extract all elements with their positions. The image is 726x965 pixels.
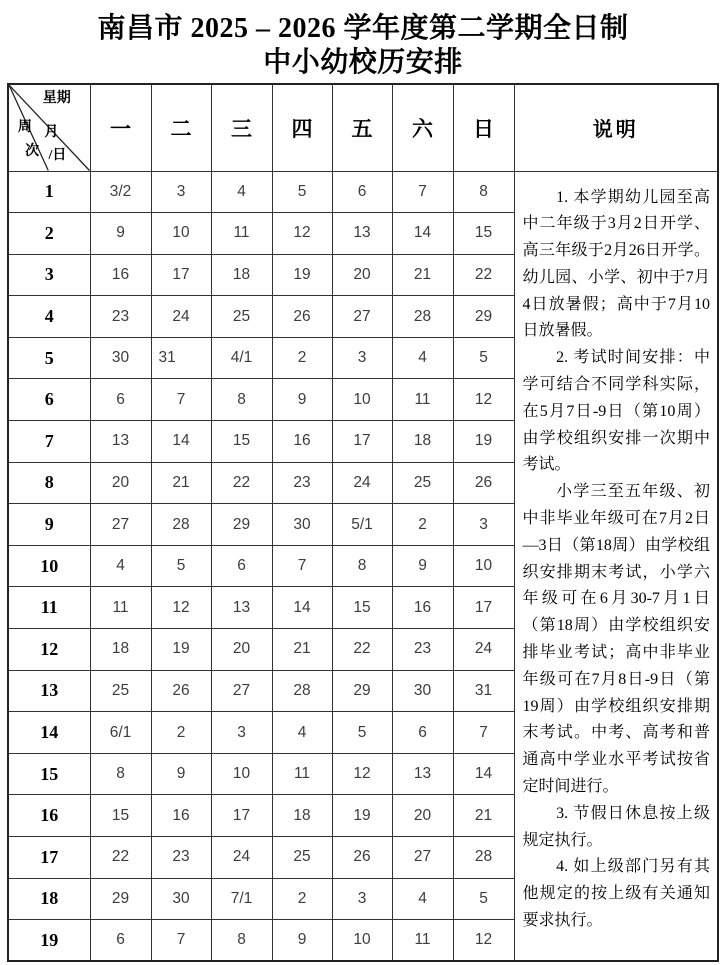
date-cell: 3 [332,878,392,920]
date-cell: 27 [211,670,272,712]
date-cell: 26 [453,462,514,504]
date-cell: 17 [151,254,211,296]
date-cell: 10 [211,753,272,795]
date-cell: 19 [332,795,392,837]
corner-monthday-label-2: /日 [48,148,67,164]
date-cell: 25 [211,296,272,338]
date-cell: 20 [90,462,151,504]
day-header-tue: 二 [151,84,211,171]
corner-cell [8,84,90,171]
date-cell: 8 [211,920,272,962]
date-cell: 19 [272,254,332,296]
date-cell: 29 [90,878,151,920]
date-cell: 6 [90,379,151,421]
date-cell: 30 [392,670,453,712]
date-cell: 4 [211,171,272,213]
date-cell: 18 [90,629,151,671]
date-cell: 12 [453,920,514,962]
date-cell: 5 [453,337,514,379]
week-number-cell: 15 [8,753,90,795]
date-cell: 26 [272,296,332,338]
date-cell: 6 [392,712,453,754]
date-cell: 14 [272,587,332,629]
date-cell: 7 [392,171,453,213]
date-cell: 6 [211,545,272,587]
notes-paragraph: 3. 节假日休息按上级规定执行。 [522,804,710,849]
week-number-cell: 1 [8,171,90,213]
date-cell: 21 [453,795,514,837]
date-cell: 9 [392,545,453,587]
date-cell: 20 [211,629,272,671]
date-cell: 24 [151,296,211,338]
date-cell: 30 [151,878,211,920]
date-cell: 12 [453,379,514,421]
date-cell: 27 [392,837,453,879]
corner-weekday-label: 星期 [42,90,71,106]
date-cell: 3 [332,337,392,379]
date-cell: 23 [392,629,453,671]
date-cell: 3/2 [90,171,151,213]
date-cell: 27 [332,296,392,338]
date-cell: 26 [151,670,211,712]
date-cell: 5/1 [332,504,392,546]
date-cell: 15 [332,587,392,629]
date-cell: 6 [332,171,392,213]
date-cell: 20 [392,795,453,837]
date-cell: 22 [211,462,272,504]
week-number-cell: 12 [8,629,90,671]
week-number-cell: 8 [8,462,90,504]
date-cell: 12 [272,213,332,255]
date-cell: 15 [90,795,151,837]
date-cell: 12 [151,587,211,629]
week-number-cell: 14 [8,712,90,754]
date-cell: 13 [90,421,151,463]
date-cell: 18 [211,254,272,296]
date-cell: 24 [453,629,514,671]
date-cell: 14 [392,213,453,255]
date-cell: 13 [332,213,392,255]
week-number-cell: 7 [8,421,90,463]
week-number-cell: 5 [8,337,90,379]
corner-week-label-2: 次 [25,143,40,159]
date-cell: 20 [332,254,392,296]
day-header-sat: 六 [392,84,453,171]
week-number-cell: 19 [8,920,90,962]
page-title-line2: 中小幼校历安排 [263,47,463,78]
date-cell: 8 [332,545,392,587]
date-cell: 19 [453,421,514,463]
week-number-cell: 17 [8,837,90,879]
date-cell: 27 [90,504,151,546]
date-cell: 22 [332,629,392,671]
notes-cell [514,171,718,961]
date-cell: 4/1 [211,337,272,379]
date-cell: 21 [151,462,211,504]
date-cell: 23 [151,837,211,879]
date-cell: 11 [211,213,272,255]
date-cell: 13 [211,587,272,629]
date-cell: 10 [453,545,514,587]
week-number-cell: 18 [8,878,90,920]
header-row [8,84,718,171]
date-cell: 7 [453,712,514,754]
date-cell: 6 [90,920,151,962]
page-title [0,0,726,80]
corner-monthday-label-1: 月 [44,125,59,141]
date-cell: 10 [332,920,392,962]
date-cell: 19 [151,629,211,671]
date-cell: 14 [151,421,211,463]
date-cell: 16 [272,421,332,463]
date-cell: 7 [151,920,211,962]
date-cell: 8 [453,171,514,213]
date-cell: 10 [332,379,392,421]
day-header-mon: 一 [90,84,151,171]
date-cell: 15 [453,213,514,255]
notes-header: 说明 [514,84,718,171]
date-cell: 7 [272,545,332,587]
date-cell: 14 [453,753,514,795]
date-cell: 18 [392,421,453,463]
table-row [8,171,718,213]
date-cell: 17 [211,795,272,837]
date-cell: 24 [211,837,272,879]
date-cell: 3 [453,504,514,546]
date-cell: 4 [90,545,151,587]
day-header-wed: 三 [211,84,272,171]
date-cell: 26 [332,837,392,879]
date-cell: 6/1 [90,712,151,754]
week-number-cell: 2 [8,213,90,255]
date-cell: 11 [90,587,151,629]
date-cell: 2 [392,504,453,546]
date-cell: 16 [151,795,211,837]
date-cell: 11 [272,753,332,795]
week-number-cell: 9 [8,504,90,546]
date-cell: 10 [151,213,211,255]
date-cell: 4 [272,712,332,754]
date-cell: 5 [453,878,514,920]
date-cell: 16 [90,254,151,296]
date-cell: 2 [151,712,211,754]
calendar-table [7,83,719,962]
date-cell: 23 [272,462,332,504]
date-cell: 2 [272,337,332,379]
date-cell: 5 [272,171,332,213]
date-cell: 7/1 [211,878,272,920]
week-number-cell: 13 [8,670,90,712]
week-number-cell: 16 [8,795,90,837]
week-number-cell: 10 [8,545,90,587]
notes-paragraph: 1. 本学期幼儿园至高中二年级于3月2日开学、高三年级于2月26日开学。幼儿园、小学、初中于7月4日放暑假；高中于7月10日放暑假。 [522,188,710,340]
date-cell: 31 [453,670,514,712]
date-cell: 24 [332,462,392,504]
date-cell: 8 [90,753,151,795]
day-header-fri: 五 [332,84,392,171]
date-cell: 11 [392,920,453,962]
date-cell: 7 [151,379,211,421]
date-cell: 17 [453,587,514,629]
date-cell: 23 [90,296,151,338]
date-cell: 11 [392,379,453,421]
notes-paragraph: 4. 如上级部门另有其他规定的按上级有关通知要求执行。 [522,858,710,930]
date-cell: 5 [151,545,211,587]
date-cell: 25 [90,670,151,712]
date-cell: 28 [453,837,514,879]
date-cell: 17 [332,421,392,463]
date-cell: 30 [272,504,332,546]
date-cell: 22 [453,254,514,296]
date-cell: 25 [272,837,332,879]
date-cell: 28 [151,504,211,546]
date-cell: 13 [392,753,453,795]
date-cell: 3 [151,171,211,213]
day-header-thu: 四 [272,84,332,171]
date-cell: 15 [211,421,272,463]
date-cell: 28 [392,296,453,338]
date-cell: 3 [211,712,272,754]
date-cell: 31 [151,337,211,379]
week-number-cell: 4 [8,296,90,338]
date-cell: 29 [211,504,272,546]
date-cell: 12 [332,753,392,795]
week-number-cell: 6 [8,379,90,421]
date-cell: 29 [332,670,392,712]
week-number-cell: 11 [8,587,90,629]
date-cell: 5 [332,712,392,754]
date-cell: 9 [90,213,151,255]
date-cell: 8 [211,379,272,421]
week-number-cell: 3 [8,254,90,296]
date-cell: 9 [272,379,332,421]
date-cell: 22 [90,837,151,879]
date-cell: 9 [272,920,332,962]
calendar-body [8,171,718,961]
date-cell: 4 [392,878,453,920]
date-cell: 9 [151,753,211,795]
date-cell: 18 [272,795,332,837]
notes-paragraph: 2. 考试时间安排：中学可结合不同学科实际，在5月7日-9日（第10周）由学校组织安排一次期中考试。 [522,349,710,474]
date-cell: 28 [272,670,332,712]
date-cell: 4 [392,337,453,379]
day-header-sun: 日 [453,84,514,171]
date-cell: 30 [90,337,151,379]
date-cell: 16 [392,587,453,629]
page-title-line1: 南昌市 2025 – 2026 学年度第二学期全日制 [97,13,629,44]
notes-paragraph: 小学三至五年级、初中非毕业年级可在7月2日—3日（第18周）由学校组织安排期末考试，小学六年级可在6月30-7月1日（第18周）由学校组织安排毕业考试；高中非毕业年级可在7月8日-9日（第19周）由学校组织安排期末考试。中考、高考和普通高中学业水平考试按省定时间进行。 [522,483,710,796]
date-cell: 2 [272,878,332,920]
date-cell: 21 [392,254,453,296]
date-cell: 21 [272,629,332,671]
date-cell: 29 [453,296,514,338]
date-cell: 25 [392,462,453,504]
corner-week-label-1: 周 [17,119,32,135]
